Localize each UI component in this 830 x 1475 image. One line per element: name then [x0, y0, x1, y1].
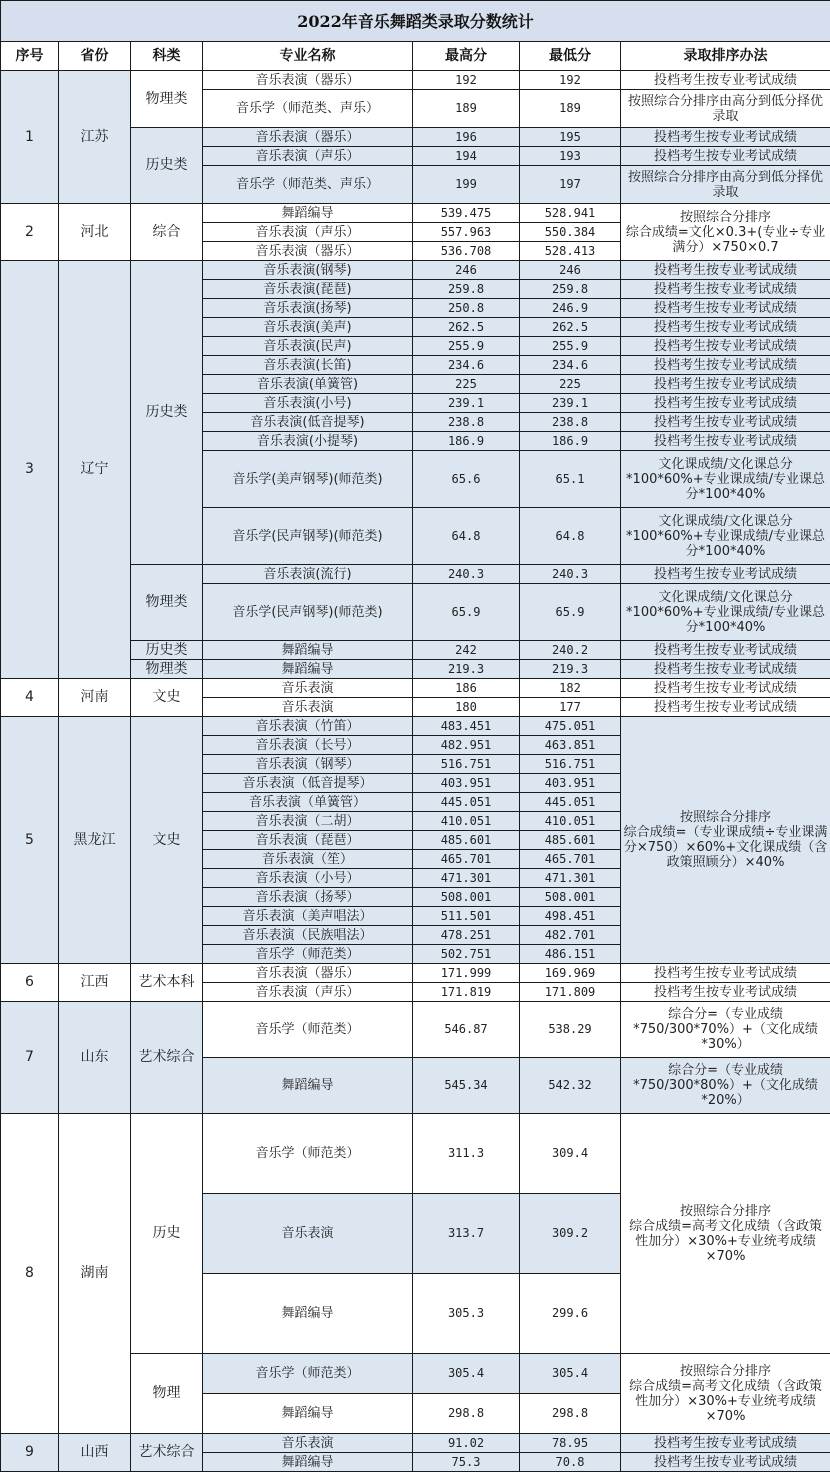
category-cell: 历史 — [131, 1114, 203, 1354]
max-score-cell: 482.951 — [413, 736, 520, 755]
min-score-cell: 177 — [520, 698, 621, 717]
min-score-cell: 255.9 — [520, 337, 621, 356]
major-cell: 舞蹈编导 — [203, 1274, 413, 1354]
max-score-cell: 465.701 — [413, 850, 520, 869]
province-cell: 山东 — [59, 1002, 131, 1114]
method-cell: 投档考生按专业考试成绩 — [621, 375, 830, 394]
row-number: 2 — [1, 204, 59, 261]
min-score-cell: 528.941 — [520, 204, 621, 223]
min-score-cell: 309.2 — [520, 1194, 621, 1274]
max-score-cell: 557.963 — [413, 223, 520, 242]
table-row — [1, 964, 830, 983]
major-cell: 音乐表演（器乐） — [203, 128, 413, 147]
method-cell: 投档考生按专业考试成绩 — [621, 1434, 830, 1453]
province-cell: 湖南 — [59, 1114, 131, 1434]
method-cell: 文化课成绩/文化课总分*100*60%+专业课成绩/专业课总分*100*40% — [621, 508, 830, 565]
min-score-cell: 463.851 — [520, 736, 621, 755]
method-cell: 按照综合分排序由高分到低分择优录取 — [621, 166, 830, 204]
min-score-cell: 465.701 — [520, 850, 621, 869]
min-score-cell: 550.384 — [520, 223, 621, 242]
min-score-cell: 516.751 — [520, 755, 621, 774]
major-cell: 音乐表演(美声) — [203, 318, 413, 337]
max-score-cell: 250.8 — [413, 299, 520, 318]
min-score-cell: 240.2 — [520, 641, 621, 660]
max-score-cell: 305.3 — [413, 1274, 520, 1354]
major-cell: 音乐表演(长笛) — [203, 356, 413, 375]
major-cell: 音乐表演（单簧管） — [203, 793, 413, 812]
major-cell: 音乐表演（美声唱法） — [203, 907, 413, 926]
major-cell: 音乐表演(民声) — [203, 337, 413, 356]
category-cell: 综合 — [131, 204, 203, 261]
min-score-cell: 305.4 — [520, 1354, 621, 1394]
category-cell: 物理类 — [131, 71, 203, 128]
major-cell: 音乐表演（二胡） — [203, 812, 413, 831]
table-row — [1, 71, 830, 90]
min-score-cell: 64.8 — [520, 508, 621, 565]
max-score-cell: 242 — [413, 641, 520, 660]
major-cell: 舞蹈编导 — [203, 641, 413, 660]
major-cell: 舞蹈编导 — [203, 660, 413, 679]
min-score-cell: 234.6 — [520, 356, 621, 375]
max-score-cell: 516.751 — [413, 755, 520, 774]
max-score-cell: 171.819 — [413, 983, 520, 1002]
table-row — [1, 1114, 830, 1194]
row-number: 6 — [1, 964, 59, 1002]
category-cell: 艺术本科 — [131, 964, 203, 1002]
header-max-score: 最高分 — [413, 42, 520, 71]
method-cell: 投档考生按专业考试成绩 — [621, 318, 830, 337]
method-cell: 按照综合分排序 综合成绩=高考文化成绩（含政策性加分）×30%+专业统考成绩×70% — [621, 1114, 830, 1354]
table-row — [1, 204, 830, 223]
max-score-cell: 64.8 — [413, 508, 520, 565]
min-score-cell: 309.4 — [520, 1114, 621, 1194]
major-cell: 音乐表演（器乐） — [203, 71, 413, 90]
method-cell: 按照综合分排序 综合成绩=文化×0.3+(专业÷专业满分）×750×0.7 — [621, 204, 830, 261]
max-score-cell: 259.8 — [413, 280, 520, 299]
min-score-cell: 471.301 — [520, 869, 621, 888]
category-cell: 物理类 — [131, 660, 203, 679]
row-number: 1 — [1, 71, 59, 204]
header-row — [1, 42, 830, 71]
max-score-cell: 239.1 — [413, 394, 520, 413]
major-cell: 音乐学（师范类） — [203, 1354, 413, 1394]
method-cell: 投档考生按专业考试成绩 — [621, 432, 830, 451]
province-cell: 黑龙江 — [59, 717, 131, 964]
header-province: 省份 — [59, 42, 131, 71]
min-score-cell: 65.9 — [520, 584, 621, 641]
method-cell: 综合分=（专业成绩*750/300*80%）+（文化成绩*20%） — [621, 1058, 830, 1114]
method-cell: 投档考生按专业考试成绩 — [621, 660, 830, 679]
max-score-cell: 225 — [413, 375, 520, 394]
min-score-cell: 169.969 — [520, 964, 621, 983]
method-cell: 综合分=（专业成绩*750/300*70%）+（文化成绩*30%） — [621, 1002, 830, 1058]
max-score-cell: 511.501 — [413, 907, 520, 926]
province-cell: 辽宁 — [59, 261, 131, 679]
min-score-cell: 475.051 — [520, 717, 621, 736]
method-cell: 按照综合分排序 综合成绩=高考文化成绩（含政策性加分）×30%+专业统考成绩×70% — [621, 1354, 830, 1434]
table-row — [1, 1002, 830, 1058]
major-cell: 音乐表演(小号) — [203, 394, 413, 413]
min-score-cell: 240.3 — [520, 565, 621, 584]
min-score-cell: 508.001 — [520, 888, 621, 907]
min-score-cell: 445.051 — [520, 793, 621, 812]
max-score-cell: 240.3 — [413, 565, 520, 584]
max-score-cell: 194 — [413, 147, 520, 166]
major-cell: 音乐表演(流行) — [203, 565, 413, 584]
max-score-cell: 545.34 — [413, 1058, 520, 1114]
major-cell: 音乐表演（琵琶） — [203, 831, 413, 850]
table-row — [1, 1434, 830, 1453]
max-score-cell: 180 — [413, 698, 520, 717]
max-score-cell: 238.8 — [413, 413, 520, 432]
major-cell: 音乐学(美声钢琴)(师范类) — [203, 451, 413, 508]
header-category: 科类 — [131, 42, 203, 71]
max-score-cell: 189 — [413, 90, 520, 128]
max-score-cell: 546.87 — [413, 1002, 520, 1058]
min-score-cell: 78.95 — [520, 1434, 621, 1453]
min-score-cell: 65.1 — [520, 451, 621, 508]
max-score-cell: 219.3 — [413, 660, 520, 679]
max-score-cell: 75.3 — [413, 1453, 520, 1472]
row-number: 3 — [1, 261, 59, 679]
min-score-cell: 299.6 — [520, 1274, 621, 1354]
min-score-cell: 219.3 — [520, 660, 621, 679]
min-score-cell: 189 — [520, 90, 621, 128]
major-cell: 音乐表演 — [203, 679, 413, 698]
max-score-cell: 305.4 — [413, 1354, 520, 1394]
max-score-cell: 483.451 — [413, 717, 520, 736]
major-cell: 音乐表演（声乐） — [203, 223, 413, 242]
major-cell: 音乐表演 — [203, 1194, 413, 1274]
table-title: 2022年音乐舞蹈类录取分数统计 — [1, 1, 830, 42]
min-score-cell: 70.8 — [520, 1453, 621, 1472]
method-cell: 投档考生按专业考试成绩 — [621, 337, 830, 356]
major-cell: 音乐表演（声乐） — [203, 147, 413, 166]
major-cell: 舞蹈编导 — [203, 1453, 413, 1472]
major-cell: 音乐表演（长号） — [203, 736, 413, 755]
max-score-cell: 192 — [413, 71, 520, 90]
header-major: 专业名称 — [203, 42, 413, 71]
province-cell: 江西 — [59, 964, 131, 1002]
max-score-cell: 186 — [413, 679, 520, 698]
method-cell: 投档考生按专业考试成绩 — [621, 261, 830, 280]
min-score-cell: 246 — [520, 261, 621, 280]
min-score-cell: 238.8 — [520, 413, 621, 432]
max-score-cell: 246 — [413, 261, 520, 280]
category-cell: 物理类 — [131, 565, 203, 641]
major-cell: 音乐表演 — [203, 1434, 413, 1453]
max-score-cell: 255.9 — [413, 337, 520, 356]
major-cell: 舞蹈编导 — [203, 204, 413, 223]
major-cell: 音乐学（师范类） — [203, 1002, 413, 1058]
min-score-cell: 197 — [520, 166, 621, 204]
category-cell: 艺术综合 — [131, 1434, 203, 1472]
max-score-cell: 171.999 — [413, 964, 520, 983]
max-score-cell: 536.708 — [413, 242, 520, 261]
min-score-cell: 298.8 — [520, 1394, 621, 1434]
category-cell: 历史类 — [131, 128, 203, 204]
row-number: 8 — [1, 1114, 59, 1434]
min-score-cell: 246.9 — [520, 299, 621, 318]
min-score-cell: 262.5 — [520, 318, 621, 337]
min-score-cell: 225 — [520, 375, 621, 394]
method-cell: 投档考生按专业考试成绩 — [621, 641, 830, 660]
category-cell: 文史 — [131, 717, 203, 964]
row-number: 9 — [1, 1434, 59, 1472]
major-cell: 音乐表演(低音提琴) — [203, 413, 413, 432]
max-score-cell: 410.051 — [413, 812, 520, 831]
method-cell: 投档考生按专业考试成绩 — [621, 698, 830, 717]
max-score-cell: 199 — [413, 166, 520, 204]
max-score-cell: 262.5 — [413, 318, 520, 337]
category-cell: 文史 — [131, 679, 203, 717]
method-cell: 投档考生按专业考试成绩 — [621, 71, 830, 90]
method-cell: 投档考生按专业考试成绩 — [621, 565, 830, 584]
major-cell: 音乐学(民声钢琴)(师范类) — [203, 508, 413, 565]
major-cell: 音乐表演(小提琴) — [203, 432, 413, 451]
major-cell: 音乐表演（笙） — [203, 850, 413, 869]
max-score-cell: 65.6 — [413, 451, 520, 508]
max-score-cell: 508.001 — [413, 888, 520, 907]
min-score-cell: 410.051 — [520, 812, 621, 831]
max-score-cell: 234.6 — [413, 356, 520, 375]
max-score-cell: 311.3 — [413, 1114, 520, 1194]
row-number: 5 — [1, 717, 59, 964]
min-score-cell: 195 — [520, 128, 621, 147]
method-cell: 投档考生按专业考试成绩 — [621, 147, 830, 166]
province-cell: 河南 — [59, 679, 131, 717]
max-score-cell: 539.475 — [413, 204, 520, 223]
max-score-cell: 445.051 — [413, 793, 520, 812]
major-cell: 音乐学（师范类） — [203, 1114, 413, 1194]
category-cell: 历史类 — [131, 641, 203, 660]
max-score-cell: 403.951 — [413, 774, 520, 793]
major-cell: 音乐学(民声钢琴)(师范类) — [203, 584, 413, 641]
major-cell: 音乐表演(单簧管) — [203, 375, 413, 394]
major-cell: 音乐表演（扬琴） — [203, 888, 413, 907]
min-score-cell: 538.29 — [520, 1002, 621, 1058]
method-cell: 文化课成绩/文化课总分*100*60%+专业课成绩/专业课总分*100*40% — [621, 584, 830, 641]
row-number: 7 — [1, 1002, 59, 1114]
major-cell: 音乐表演（小号） — [203, 869, 413, 888]
min-score-cell: 182 — [520, 679, 621, 698]
table-row — [1, 261, 830, 280]
major-cell: 音乐表演(琵琶) — [203, 280, 413, 299]
major-cell: 音乐表演（器乐） — [203, 242, 413, 261]
major-cell: 舞蹈编导 — [203, 1058, 413, 1114]
max-score-cell: 196 — [413, 128, 520, 147]
method-cell: 投档考生按专业考试成绩 — [621, 964, 830, 983]
max-score-cell: 502.751 — [413, 945, 520, 964]
table-row — [1, 679, 830, 698]
max-score-cell: 471.301 — [413, 869, 520, 888]
category-cell: 物理 — [131, 1354, 203, 1434]
major-cell: 音乐表演（低音提琴） — [203, 774, 413, 793]
province-cell: 山西 — [59, 1434, 131, 1472]
method-cell: 投档考生按专业考试成绩 — [621, 299, 830, 318]
major-cell: 音乐表演 — [203, 698, 413, 717]
method-cell: 投档考生按专业考试成绩 — [621, 413, 830, 432]
major-cell: 音乐表演(扬琴) — [203, 299, 413, 318]
method-cell: 投档考生按专业考试成绩 — [621, 983, 830, 1002]
method-cell: 按照综合分排序由高分到低分择优录取 — [621, 90, 830, 128]
major-cell: 音乐表演（声乐） — [203, 983, 413, 1002]
header-method: 录取排序办法 — [621, 42, 830, 71]
min-score-cell: 542.32 — [520, 1058, 621, 1114]
method-cell: 按照综合分排序 综合成绩=（专业课成绩÷专业课满分×750）×60%+文化课成绩（含政策照顾分）×40% — [621, 717, 830, 964]
method-cell: 投档考生按专业考试成绩 — [621, 1453, 830, 1472]
category-cell: 历史类 — [131, 261, 203, 565]
min-score-cell: 498.451 — [520, 907, 621, 926]
major-cell: 音乐表演（竹笛） — [203, 717, 413, 736]
province-cell: 河北 — [59, 204, 131, 261]
max-score-cell: 298.8 — [413, 1394, 520, 1434]
min-score-cell: 403.951 — [520, 774, 621, 793]
min-score-cell: 239.1 — [520, 394, 621, 413]
row-number: 4 — [1, 679, 59, 717]
min-score-cell: 192 — [520, 71, 621, 90]
max-score-cell: 478.251 — [413, 926, 520, 945]
category-cell: 艺术综合 — [131, 1002, 203, 1114]
province-cell: 江苏 — [59, 71, 131, 204]
major-cell: 舞蹈编导 — [203, 1394, 413, 1434]
min-score-cell: 193 — [520, 147, 621, 166]
major-cell: 音乐表演（民族唱法） — [203, 926, 413, 945]
major-cell: 音乐学（师范类） — [203, 945, 413, 964]
min-score-cell: 486.151 — [520, 945, 621, 964]
major-cell: 音乐表演(钢琴) — [203, 261, 413, 280]
method-cell: 投档考生按专业考试成绩 — [621, 679, 830, 698]
method-cell: 投档考生按专业考试成绩 — [621, 356, 830, 375]
table-row — [1, 717, 830, 736]
major-cell: 音乐表演（器乐） — [203, 964, 413, 983]
header-no: 序号 — [1, 42, 59, 71]
min-score-cell: 528.413 — [520, 242, 621, 261]
major-cell: 音乐学（师范类、声乐） — [203, 166, 413, 204]
min-score-cell: 259.8 — [520, 280, 621, 299]
max-score-cell: 91.02 — [413, 1434, 520, 1453]
method-cell: 投档考生按专业考试成绩 — [621, 280, 830, 299]
major-cell: 音乐学（师范类、声乐） — [203, 90, 413, 128]
method-cell: 投档考生按专业考试成绩 — [621, 394, 830, 413]
min-score-cell: 171.809 — [520, 983, 621, 1002]
max-score-cell: 485.601 — [413, 831, 520, 850]
max-score-cell: 65.9 — [413, 584, 520, 641]
min-score-cell: 485.601 — [520, 831, 621, 850]
min-score-cell: 482.701 — [520, 926, 621, 945]
major-cell: 音乐表演（钢琴） — [203, 755, 413, 774]
max-score-cell: 186.9 — [413, 432, 520, 451]
max-score-cell: 313.7 — [413, 1194, 520, 1274]
min-score-cell: 186.9 — [520, 432, 621, 451]
method-cell: 文化课成绩/文化课总分*100*60%+专业课成绩/专业课总分*100*40% — [621, 451, 830, 508]
header-min-score: 最低分 — [520, 42, 621, 71]
method-cell: 投档考生按专业考试成绩 — [621, 128, 830, 147]
